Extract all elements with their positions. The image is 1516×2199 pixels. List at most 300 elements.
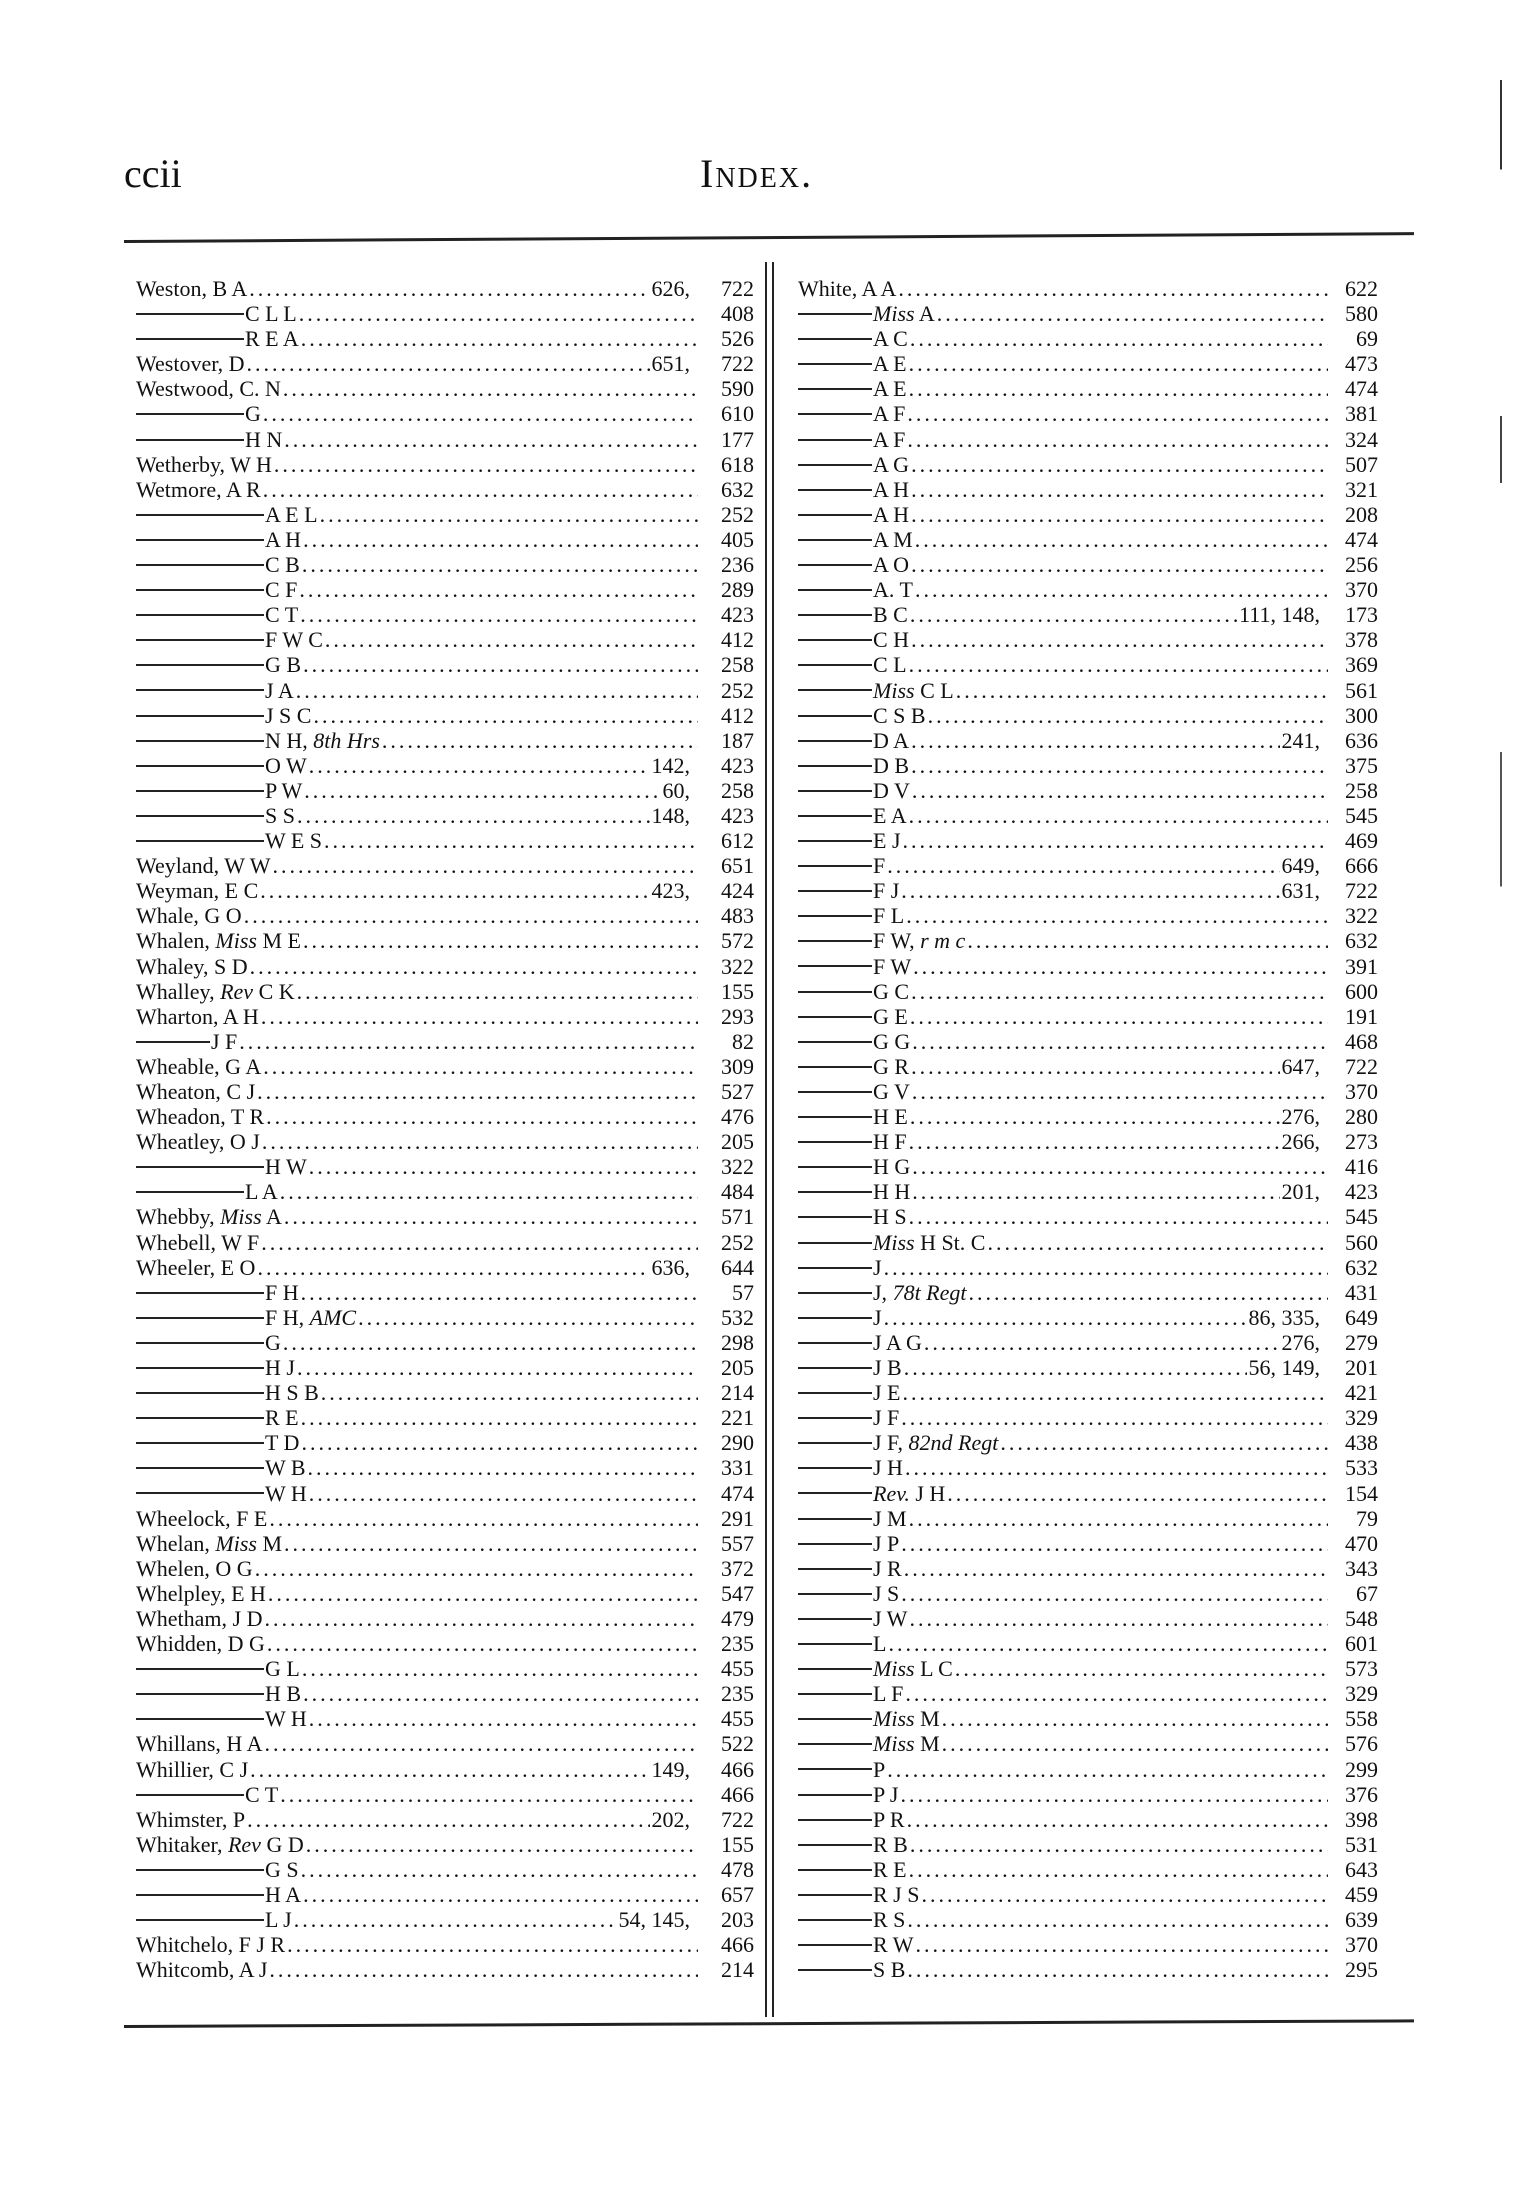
entry-name <box>136 954 248 979</box>
entry-italic-text: Miss <box>873 1731 915 1757</box>
page-reference: 531 <box>1345 1831 1378 1857</box>
leader-dots <box>909 1506 1328 1531</box>
ditto-dash <box>798 1116 872 1118</box>
page-reference: 258 <box>1345 777 1378 803</box>
index-entry <box>136 1230 754 1255</box>
page-reference: 258 <box>721 777 754 803</box>
index-entry <box>798 1355 1378 1380</box>
leader-dots <box>283 376 698 401</box>
entry-name <box>798 954 911 979</box>
entry-name <box>136 803 295 828</box>
ditto-dash <box>798 840 872 842</box>
page-reference: 722 <box>721 1806 754 1832</box>
page-reference: 372 <box>721 1555 754 1581</box>
index-entry <box>136 1330 754 1355</box>
entry-name <box>136 1807 245 1832</box>
ditto-dash <box>136 1693 264 1695</box>
page-reference: 82 <box>732 1028 754 1054</box>
leader-dots <box>309 1481 698 1506</box>
entry-name-text: A E L <box>265 501 318 527</box>
entry-name-text: D V <box>873 777 910 803</box>
entry-name-text: Whaley, S D <box>136 953 248 979</box>
ditto-dash <box>798 1643 872 1645</box>
leader-dots <box>909 1129 1280 1154</box>
entry-name-text: Whalley, <box>136 978 221 1004</box>
ditto-dash <box>798 1292 872 1294</box>
entry-initials: M E <box>256 928 301 954</box>
entry-name-text: T D <box>265 1430 300 1456</box>
entry-name-text: White, A A <box>798 276 897 301</box>
index-entry <box>136 401 754 426</box>
index-entry <box>798 1079 1378 1104</box>
leader-dots <box>250 1757 649 1782</box>
index-entry <box>136 1481 754 1506</box>
page-reference: 221 <box>721 1405 754 1431</box>
entry-name-text: J F, <box>873 1430 909 1456</box>
entry-name-text: J E <box>873 1380 901 1406</box>
leader-dots <box>301 1405 698 1430</box>
entry-name-text: C L L <box>245 301 297 327</box>
entry-name-text: J B <box>873 1355 902 1381</box>
index-entry <box>798 627 1378 652</box>
leader-dots <box>947 1481 1328 1506</box>
ditto-dash <box>798 589 872 591</box>
entry-name <box>798 928 965 953</box>
entry-name <box>136 1179 278 1204</box>
additional-pages: 276, <box>1281 1104 1320 1130</box>
index-entry <box>136 1179 754 1204</box>
page-reference: 651 <box>721 853 754 879</box>
entry-name <box>136 1932 285 1957</box>
entry-name <box>136 1029 237 1054</box>
page-reference: 273 <box>1345 1129 1378 1155</box>
entry-name <box>798 1280 967 1305</box>
leader-dots <box>267 1631 698 1656</box>
index-entry <box>798 376 1378 401</box>
entry-name-text: R B <box>873 1831 908 1857</box>
ditto-dash <box>798 1794 872 1796</box>
entry-name <box>136 703 311 728</box>
leader-dots <box>263 477 698 502</box>
ditto-dash <box>798 313 872 315</box>
index-entry <box>136 1004 754 1029</box>
ditto-dash <box>136 1668 264 1670</box>
index-entry <box>136 1506 754 1531</box>
entry-name-text: Whillans, H A <box>136 1731 263 1757</box>
entry-italic-text: 8th Hrs <box>313 727 380 753</box>
ditto-dash <box>798 1568 872 1570</box>
entry-name <box>798 427 905 452</box>
entry-name-text: A E <box>873 351 907 377</box>
additional-pages: 202, <box>651 1806 690 1832</box>
leader-dots <box>283 1330 698 1355</box>
entry-name <box>136 1154 307 1179</box>
entry-name <box>798 1581 899 1606</box>
entry-name <box>798 627 909 652</box>
leader-dots <box>909 1606 1328 1631</box>
page-reference: 632 <box>1345 1254 1378 1280</box>
index-entry <box>136 1305 754 1330</box>
entry-name <box>136 452 272 477</box>
entry-name-text: G G <box>873 1028 911 1054</box>
page-reference: 466 <box>721 1781 754 1807</box>
ditto-dash <box>798 1166 872 1168</box>
entry-name <box>798 703 926 728</box>
page-reference: 416 <box>1345 1154 1378 1180</box>
leader-dots <box>284 427 698 452</box>
entry-italic-text: AMC <box>309 1304 357 1330</box>
leader-dots <box>287 1932 698 1957</box>
page-reference: 580 <box>1345 301 1378 327</box>
page-reference: 466 <box>721 1756 754 1782</box>
index-entry <box>136 552 754 577</box>
ditto-dash <box>136 1367 264 1369</box>
page-reference: 636 <box>1345 727 1378 753</box>
entry-name <box>136 301 297 326</box>
index-entry <box>136 753 754 778</box>
ditto-dash <box>136 539 264 541</box>
leader-dots <box>300 602 698 627</box>
entry-name-text: Whetham, J D <box>136 1605 263 1631</box>
entry-name-text: J <box>873 1304 882 1330</box>
index-entry <box>798 502 1378 527</box>
page-reference: 423 <box>721 802 754 828</box>
entry-name <box>136 1531 282 1556</box>
entry-name <box>136 928 301 953</box>
entry-name <box>798 477 909 502</box>
page-reference: 309 <box>721 1053 754 1079</box>
page-reference: 235 <box>721 1631 754 1657</box>
entry-name-text: W E S <box>265 828 323 854</box>
entry-name <box>136 903 242 928</box>
entry-initials: C K <box>253 978 295 1004</box>
entry-name <box>136 1556 253 1581</box>
leader-dots <box>956 678 1328 703</box>
ditto-dash <box>798 1919 872 1921</box>
page-reference: 324 <box>1345 426 1378 452</box>
entry-name-text: Whelan, <box>136 1530 216 1556</box>
leader-dots <box>297 1355 698 1380</box>
entry-name <box>136 577 297 602</box>
page-reference: 618 <box>721 451 754 477</box>
entry-name-text: G S <box>265 1856 299 1882</box>
leader-dots <box>280 1179 698 1204</box>
leader-dots <box>299 301 698 326</box>
page-reference: 545 <box>1345 1204 1378 1230</box>
ditto-dash <box>798 1668 872 1670</box>
entry-name-text: Weyman, E C <box>136 878 259 904</box>
additional-pages: 647, <box>1281 1053 1320 1079</box>
entry-name-text: J S C <box>265 702 312 728</box>
entry-name-text: A M <box>873 526 913 552</box>
entry-name-text: J A <box>265 677 294 703</box>
index-entry <box>798 301 1378 326</box>
entry-initials: H St. C <box>914 1229 986 1255</box>
entry-name-text: H F <box>873 1129 907 1155</box>
page-reference: 322 <box>721 1154 754 1180</box>
page-reference: 256 <box>1345 552 1378 578</box>
page-reference: 547 <box>721 1580 754 1606</box>
additional-pages: 423, <box>651 878 690 904</box>
entry-name <box>798 1782 898 1807</box>
ditto-dash <box>136 1166 264 1168</box>
page-reference: 343 <box>1345 1555 1378 1581</box>
entry-name-text: C T <box>245 1781 279 1807</box>
leader-dots <box>910 1832 1328 1857</box>
entry-name-text: Wheelock, F E <box>136 1505 268 1531</box>
page-reference: 322 <box>1345 903 1378 929</box>
additional-pages: 54, 145, <box>618 1907 690 1933</box>
entry-name <box>136 1857 299 1882</box>
entry-name-text: Wharton, A H <box>136 1003 259 1029</box>
page-reference: 484 <box>721 1179 754 1205</box>
index-entry <box>798 1706 1378 1731</box>
leader-dots <box>274 452 698 477</box>
index-entry <box>136 703 754 728</box>
index-entry <box>798 1154 1378 1179</box>
index-entry <box>798 979 1378 1004</box>
page-reference: 201 <box>1345 1355 1378 1381</box>
ditto-dash <box>136 1794 244 1796</box>
entry-name <box>136 1405 299 1430</box>
entry-name-text: C F <box>265 577 298 603</box>
index-entry <box>136 853 754 878</box>
entry-name <box>798 351 907 376</box>
entry-name <box>798 1054 909 1079</box>
ditto-dash <box>798 1618 872 1620</box>
page-reference: 610 <box>721 401 754 427</box>
index-entry <box>798 928 1378 953</box>
index-entry <box>136 1280 754 1305</box>
entry-italic-text: Miss <box>873 1656 915 1682</box>
entry-name-text: O W <box>265 752 307 778</box>
index-entry <box>798 1556 1378 1581</box>
index-entry <box>136 1129 754 1154</box>
additional-pages: 651, <box>651 351 690 377</box>
page-reference: 431 <box>1345 1279 1378 1305</box>
page-reference: 214 <box>721 1957 754 1983</box>
page-reference: 423 <box>721 752 754 778</box>
leader-dots <box>303 1681 698 1706</box>
entry-name <box>136 1230 259 1255</box>
leader-dots <box>888 1631 1328 1656</box>
page-reference: 300 <box>1345 702 1378 728</box>
leader-dots <box>905 1681 1328 1706</box>
entry-name <box>798 1104 908 1129</box>
index-entry <box>136 1857 754 1882</box>
page-reference: 476 <box>721 1104 754 1130</box>
page-reference: 666 <box>1345 853 1378 879</box>
entry-name-text: Whitchelo, F J R <box>136 1932 286 1958</box>
index-column-right <box>798 276 1378 1982</box>
index-entry <box>136 1957 754 1982</box>
leader-dots <box>313 703 698 728</box>
ditto-dash <box>798 1317 872 1319</box>
ditto-dash <box>798 965 872 967</box>
entry-name-text: Westover, D <box>136 351 245 377</box>
additional-pages: 626, <box>651 276 690 301</box>
entry-italic-text: Miss <box>873 677 915 703</box>
index-entry <box>798 778 1378 803</box>
ditto-dash <box>136 765 264 767</box>
entry-name-text: Whitcomb, A J <box>136 1957 268 1983</box>
entry-name-text: C B <box>265 552 300 578</box>
leader-dots <box>910 326 1328 351</box>
page-reference: 398 <box>1345 1806 1378 1832</box>
entry-name <box>136 1957 267 1982</box>
ditto-dash <box>136 664 264 666</box>
page-reference: 657 <box>721 1882 754 1907</box>
ditto-dash <box>136 338 244 340</box>
entry-name-text: Whelen, O G <box>136 1555 253 1581</box>
index-entry <box>136 979 754 1004</box>
entry-name <box>136 1330 281 1355</box>
leader-dots <box>901 878 1279 903</box>
leader-dots <box>257 1255 649 1280</box>
entry-name <box>798 1455 903 1480</box>
entry-name <box>798 1405 899 1430</box>
leader-dots <box>900 1782 1328 1807</box>
leader-dots <box>915 527 1328 552</box>
entry-name <box>798 728 909 753</box>
index-entry <box>136 1932 754 1957</box>
entry-name-text: A H <box>873 501 910 527</box>
ditto-dash <box>798 1191 872 1193</box>
ditto-dash <box>136 1894 264 1896</box>
ditto-dash <box>798 1091 872 1093</box>
ditto-dash <box>136 439 244 441</box>
entry-name-text: R S <box>873 1907 906 1933</box>
ditto-dash <box>798 1492 872 1494</box>
leader-dots <box>904 1556 1328 1581</box>
index-entry <box>798 1204 1378 1229</box>
entry-name <box>798 452 909 477</box>
entry-name <box>798 652 907 677</box>
page-reference: 423 <box>721 602 754 628</box>
index-entry <box>136 1757 754 1782</box>
index-entry <box>136 1807 754 1832</box>
index-entry <box>136 1079 754 1104</box>
entry-name <box>798 1154 910 1179</box>
page-reference: 205 <box>721 1129 754 1155</box>
ditto-dash <box>136 715 264 717</box>
page-reference: 507 <box>1345 451 1378 477</box>
index-entry <box>798 703 1378 728</box>
index-entry <box>798 577 1378 602</box>
index-entry <box>136 1104 754 1129</box>
entry-name-text: Wheadon, T R <box>136 1104 265 1130</box>
page-reference: 252 <box>721 1229 754 1255</box>
index-entry <box>136 276 754 301</box>
leader-dots <box>284 1531 698 1556</box>
entry-name-text: P R <box>873 1806 905 1832</box>
entry-name <box>798 1907 905 1932</box>
entry-name-text: J W <box>873 1605 908 1631</box>
page-reference: 722 <box>721 351 754 377</box>
leader-dots <box>907 1957 1328 1982</box>
index-entry <box>136 376 754 401</box>
index-entry <box>798 652 1378 677</box>
entry-name <box>136 1907 292 1932</box>
entry-name-text: Wheatley, O J <box>136 1129 260 1155</box>
ditto-dash <box>798 815 872 817</box>
ditto-dash <box>798 740 872 742</box>
index-entry <box>136 903 754 928</box>
page-reference: 293 <box>721 1003 754 1029</box>
index-entry <box>136 1455 754 1480</box>
ditto-dash <box>136 1417 264 1419</box>
page-reference: 408 <box>721 301 754 327</box>
leader-dots <box>884 1255 1328 1280</box>
ditto-dash <box>798 1342 872 1344</box>
index-entry <box>136 1782 754 1807</box>
entry-name-text: Wheable, G A <box>136 1053 262 1079</box>
ditto-dash <box>136 589 264 591</box>
ditto-dash <box>136 740 264 742</box>
entry-name-text: L F <box>873 1681 904 1707</box>
ditto-dash <box>798 1417 872 1419</box>
leader-dots <box>303 652 698 677</box>
entry-name <box>798 1882 919 1907</box>
index-entry <box>798 1230 1378 1255</box>
additional-pages: 266, <box>1281 1129 1320 1155</box>
index-entry <box>798 1681 1378 1706</box>
page-reference: 252 <box>721 501 754 527</box>
entry-name-text: G C <box>873 978 910 1004</box>
entry-name <box>136 1380 319 1405</box>
entry-initials: J H <box>909 1480 946 1506</box>
page-reference: 187 <box>721 727 754 753</box>
index-entry <box>798 1782 1378 1807</box>
ditto-dash <box>798 890 872 892</box>
leader-dots <box>924 1330 1280 1355</box>
entry-name-text: N H, <box>265 727 314 753</box>
entry-name <box>798 1355 902 1380</box>
entry-name-text: G E <box>873 1003 908 1029</box>
index-entry <box>136 351 754 376</box>
leader-dots <box>296 678 698 703</box>
leader-dots <box>255 1556 698 1581</box>
leader-dots <box>266 1104 698 1129</box>
ditto-dash <box>136 639 264 641</box>
leader-dots <box>915 577 1328 602</box>
entry-name <box>136 1581 266 1606</box>
entry-name-text: A C <box>873 326 908 352</box>
ditto-dash <box>136 1292 264 1294</box>
leader-dots <box>912 1179 1279 1204</box>
index-entry <box>798 1054 1378 1079</box>
entry-name <box>798 276 896 301</box>
entry-name-text: Whillier, C J <box>136 1756 249 1782</box>
leader-dots <box>306 1832 698 1857</box>
leader-dots <box>969 1280 1329 1305</box>
entry-name <box>136 979 295 1004</box>
entry-name-text: F J <box>873 878 900 904</box>
index-entry <box>798 452 1378 477</box>
page-number: ccii <box>124 151 182 196</box>
index-entry <box>136 778 754 803</box>
page-reference: 483 <box>721 903 754 929</box>
ditto-dash <box>798 865 872 867</box>
entry-name-text: Westwood, C. N <box>136 376 281 402</box>
entry-name <box>136 1054 261 1079</box>
page-reference: 474 <box>1345 376 1378 402</box>
entry-name-text: W B <box>265 1455 306 1481</box>
additional-pages: 201, <box>1281 1179 1320 1205</box>
page-reference: 289 <box>721 577 754 603</box>
index-entry <box>798 828 1378 853</box>
index-entry <box>136 1154 754 1179</box>
